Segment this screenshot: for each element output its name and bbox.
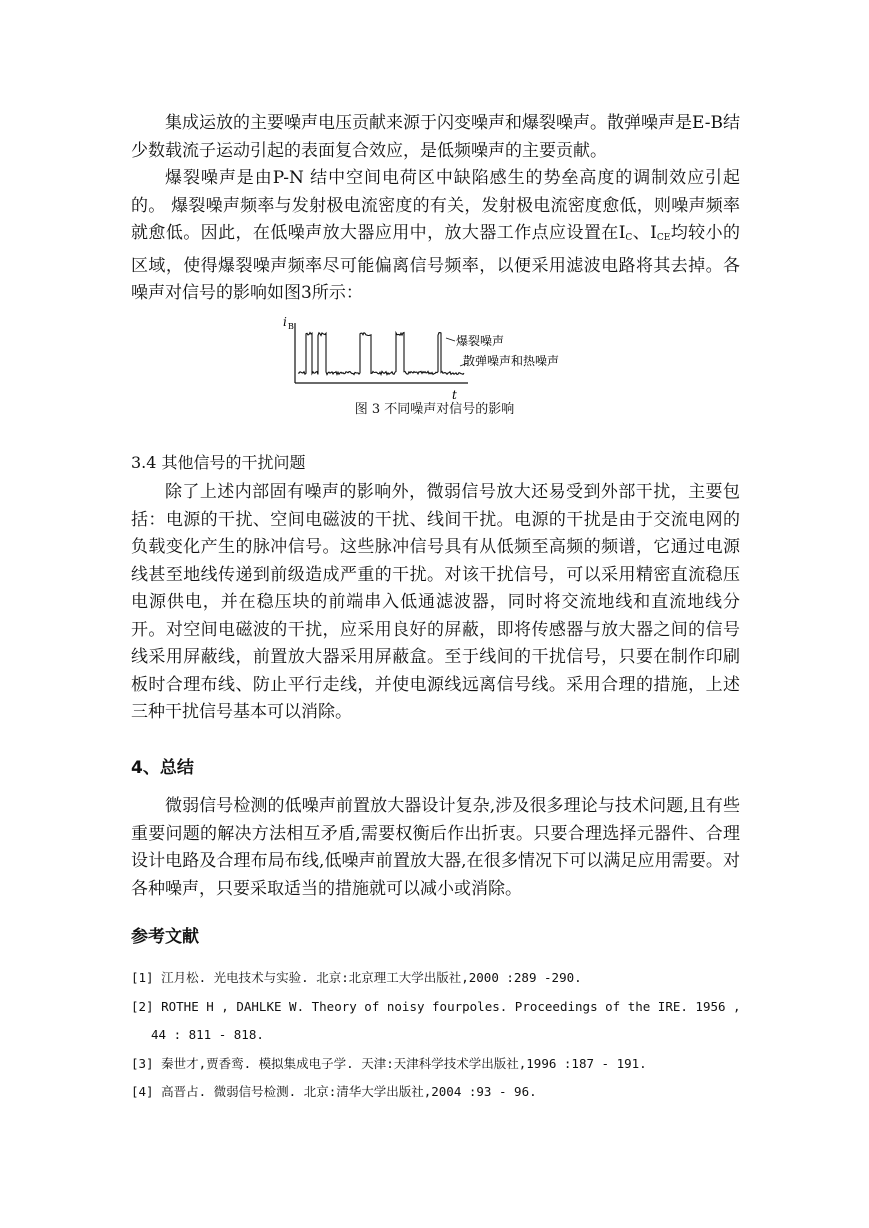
burst-leader-line (446, 338, 455, 341)
y-axis-label: i (283, 315, 287, 329)
burst-text-a: 爆裂噪声是由P-N 结中空间电荷区中缺陷感生的势垒高度的调制效应引起的。 爆裂噪声频率与发射极电流密度的有关，发射极电流密度愈低，则噪声频率就愈低。因此，在低噪声放大器应用中，放大器工作点应设置在I (131, 168, 740, 243)
reference-list (131, 964, 743, 1107)
section-4-heading: 4、总结 (131, 758, 194, 778)
section-3-4-heading: 3.4 其他信号的干扰问题 (131, 453, 306, 472)
shot-thermal-noise-label: 散弹噪声和热噪声 (463, 354, 560, 368)
y-axis-subscript: B (288, 322, 294, 331)
references-heading: 参考文献 (131, 927, 199, 947)
paragraph-burst-noise (131, 165, 740, 308)
subscript-ce: CE (656, 233, 671, 243)
burst-text-b: 、I (632, 223, 657, 243)
paragraph-summary: 微弱信号检测的低噪声前置放大器设计复杂,涉及很多理论与技术问题,且有些重要问题的解决方法相互矛盾,需要权衡后作出折衷。只要合理选择元器件、合理设计电路及合理布局布线,低噪声前置放大器,在很多情况下可以满足应用需要。对各种噪声，只要采取适当的措施就可以减小或消除。 (131, 796, 740, 899)
subscript-c: C (625, 233, 633, 243)
reference-item: [4] 高晋占. 微弱信号检测. 北京:清华大学出版社,2004 :93 - 96. (131, 1084, 537, 1099)
noise-signal-trace (298, 333, 464, 375)
burst-noise-label: 爆裂噪声 (456, 334, 505, 348)
noise-waveform-figure (278, 313, 598, 405)
reference-item: [3] 秦世才,贾香鸾. 模拟集成电子学. 天津:天津科学技术学出版社,1996 :187 - 191. (131, 1055, 647, 1071)
reference-item: [2] ROTHE H , DAHLKE W. Theory of noisy fourpoles. Proceedings of the IRE. 1956 , 44 : 811 - 818. (131, 998, 741, 1042)
burst-text-c: 均较小的区域，使得爆裂噪声频率尽可能偏离信号频率，以便采用滤波电路将其去掉。各噪声对信号的影响如图3所示： (131, 223, 741, 303)
x-axis-label: t (452, 388, 457, 402)
reference-item: [1] 江月松. 光电技术与实验. 北京:北京理工大学出版社,2000 :289 -290. (131, 970, 582, 985)
paragraph-interference: 除了上述内部固有噪声的影响外，微弱信号放大还易受到外部干扰，主要包括：电源的干扰、空间电磁波的干扰、线间干扰。电源的干扰是由于交流电网的负载变化产生的脉冲信号。这些脉冲信号具有从低频至高频的频谱，它通过电源线甚至地线传递到前级造成严重的干扰。对该干扰信号，可以采用精密直流稳压电源供电，并在稳压块的前端串入低通滤波器，同时将交流地线和直流地线分开。对空间电磁波的干扰，应采用良好的屏蔽，即将传感器与放大器之间的信号线采用屏蔽线，前置放大器采用屏蔽盒。至于线间的干扰信号，只要在制作印刷板时合理布线、防止平行走线，并使电源线远离信号线。采用合理的措施，上述三种干扰信号基本可以消除。 (131, 482, 740, 722)
figure-caption: 图 3 不同噪声对信号的影响 (354, 402, 515, 417)
paragraph-noise-sources: 集成运放的主要噪声电压贡献来源于闪变噪声和爆裂噪声。散弹噪声是E-B结少数载流子运动引起的表面复合效应，是低频噪声的主要贡献。 (131, 113, 740, 161)
